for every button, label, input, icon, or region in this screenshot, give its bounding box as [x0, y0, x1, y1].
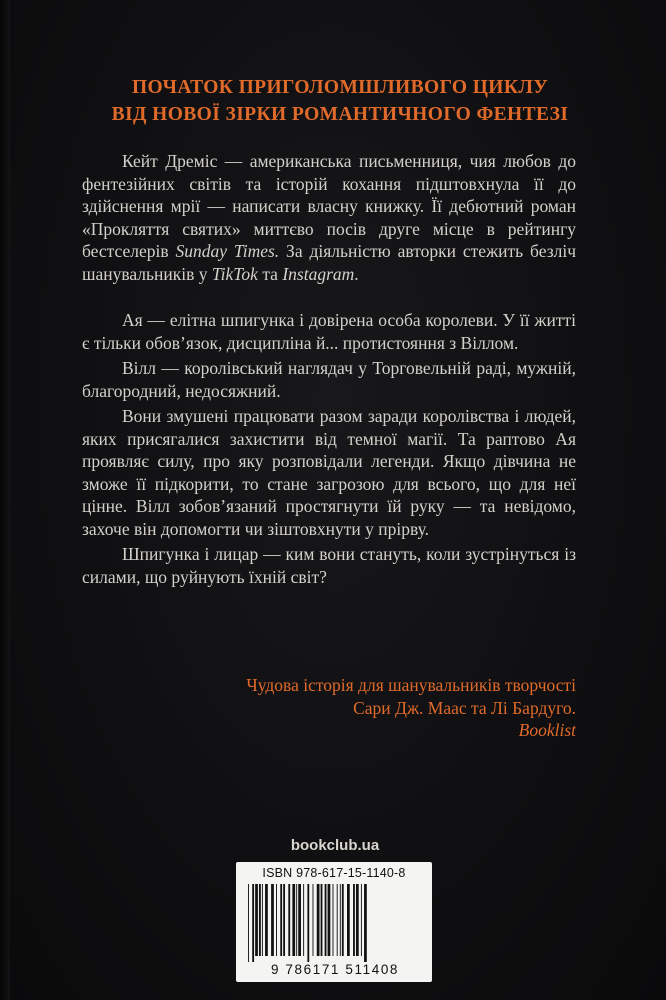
- author-italic-tiktok: TikTok: [211, 263, 258, 284]
- publisher-website: bookclub.ua: [290, 837, 380, 854]
- quote-line-2: Сари Дж. Маас та Лі Бардуго.: [353, 697, 576, 718]
- story-paragraph: Шпигунка і лицар — ким вони стануть, коли зустрінуться із силами, що руйнують їхній світ?: [82, 544, 576, 587]
- isbn-label: ISBN 978-617-15-1140-8: [262, 866, 406, 880]
- tagline-line-1: ПОЧАТОК ПРИГОЛОМШЛИВОГО ЦИКЛУ: [131, 77, 549, 98]
- author-text-a: Кейт Дреміс — американська письменниця, чия любов до фентезійних світів та історій кохання підштовхнула її до здійснення мрії — написати власну книжку. Її дебютний роман «Прокляття святих» миттєво посів друге місце в рейтингу бестселерів: [82, 151, 576, 261]
- author-paragraph: [82, 150, 576, 285]
- blurb-body: [82, 150, 576, 588]
- barcode-digits: 9 786171 511408: [270, 962, 400, 977]
- author-text-c: та: [257, 263, 283, 284]
- quote-line-1: Чудова історія для шанувальників творчості: [246, 675, 576, 695]
- story-paragraph: Вілл — королівський наглядач у Торговельній раді, мужній, благородний, недосяжний.: [82, 358, 576, 401]
- spine-edge: [0, 0, 10, 1000]
- barcode-panel: [236, 862, 432, 982]
- barcode-icon: [248, 884, 424, 962]
- tagline-line-2: ВІД НОВОЇ ЗІРКИ РОМАНТИЧНОГО ФЕНТЕЗІ: [111, 104, 569, 125]
- story-paragraph: Ая — елітна шпигунка і довірена особа королеви. У її житті є тільки обов’язок, дисципліна й... протистояння з Віллом.: [82, 310, 576, 353]
- author-text-d: .: [354, 263, 359, 284]
- quote-source: Booklist: [518, 720, 576, 740]
- author-text-b: За діяльністю авторки стежить безліч шанувальників у: [82, 241, 577, 284]
- author-italic-sunday-times: Sunday Times.: [175, 241, 280, 261]
- review-quote: [150, 674, 576, 742]
- tagline-heading: [60, 74, 620, 128]
- author-italic-instagram: Instagram: [282, 263, 355, 284]
- story-paragraph: Вони змушені працювати разом заради королівства і людей, яких присягалися захистити від темної магії. Та раптово Ая проявляє силу, про яку розповідали легенди. Якщо дівчина не зможе її підкорити, то стане загрозою для всього, що для неї цінне. Вілл зобов’язаний простягнути їй руку — та невідомо, захоче він допомогти чи зіштовхнути у прірву.: [82, 406, 576, 539]
